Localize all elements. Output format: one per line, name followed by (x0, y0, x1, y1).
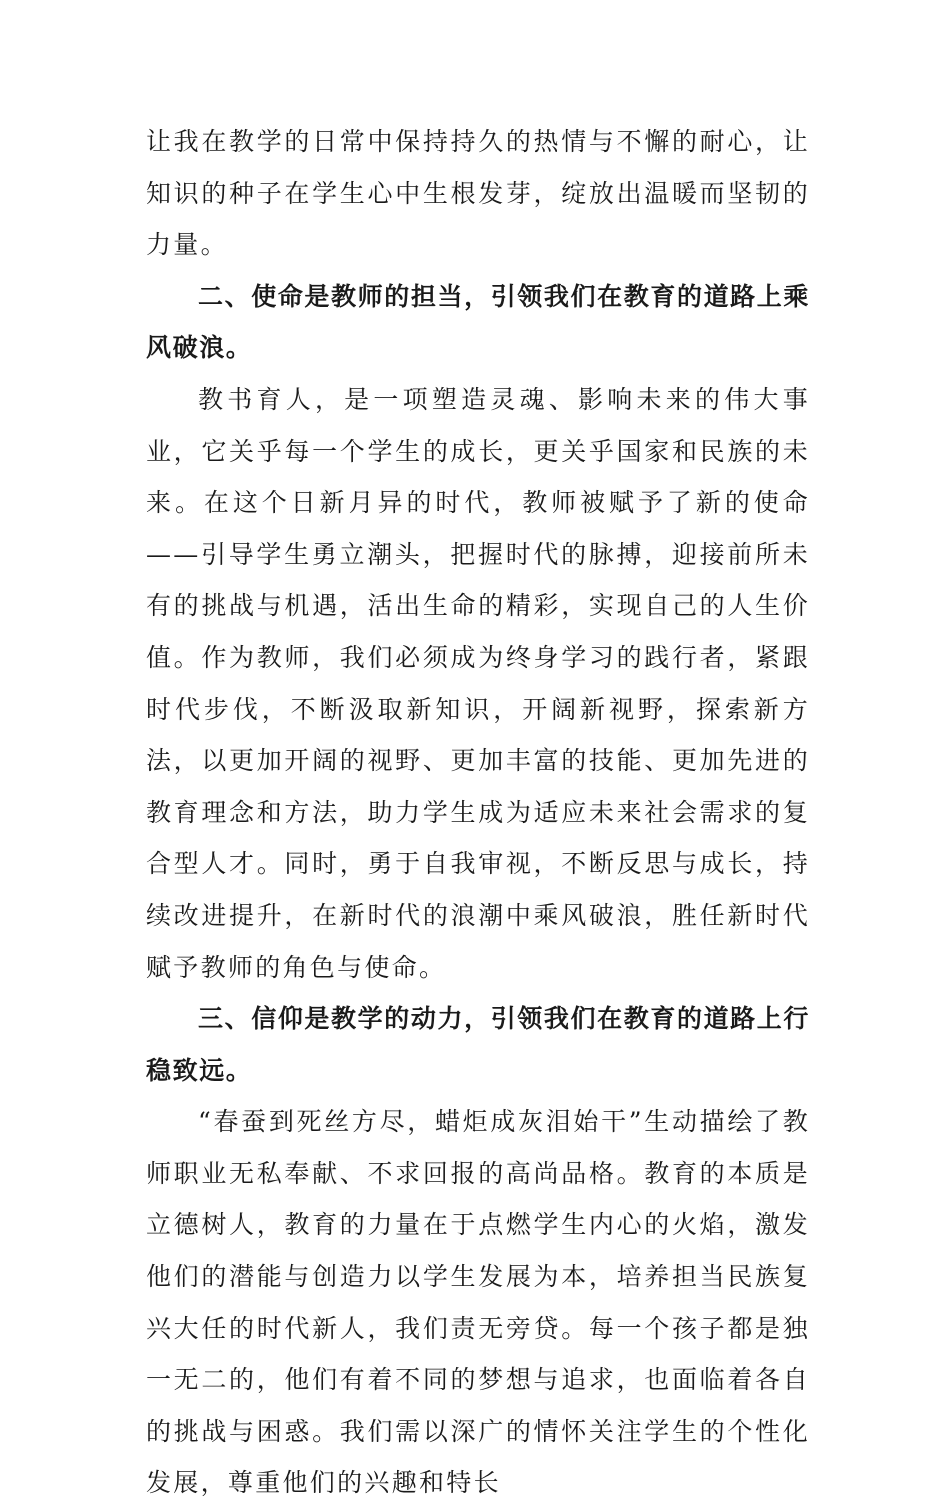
section-heading-three: 三、信仰是教学的动力，引领我们在教育的道路上行稳致远。 (146, 1004, 810, 1085)
paragraph-belief: “春蚕到死丝方尽，蜡炬成灰泪始干”生动描绘了教师职业无私奉献、不求回报的高尚品格。教育的本质是立德树人，教育的力量在于点燃学生内心的火焰，激发他们的潜能与创造力以学生发展为本，培养担当民族复兴大任的时代新人，我们责无旁贷。每一个孩子都是独一无二的，他们有着不同的梦想与追求，也面临着各自的挑战与困惑。我们需以深广的情怀关注学生的个性化发展，尊重他们的兴趣和特长 (146, 1107, 810, 1498)
paragraph-mission: 教书育人，是一项塑造灵魂、影响未来的伟大事业，它关乎每一个学生的成长，更关乎国家和民族的未来。在这个日新月异的时代，教师被赋予了新的使命——引导学生勇立潮头，把握时代的脉搏，迎接前所未有的挑战与机遇，活出生命的精彩，实现自己的人生价值。作为教师，我们必须成为终身学习的践行者，紧跟时代步伐，不断汲取新知识，开阔新视野，探索新方法，以更加开阔的视野、更加丰富的技能、更加先进的教育理念和方法，助力学生成为适应未来社会需求的复合型人才。同时，勇于自我审视，不断反思与成长，持续改进提升，在新时代的浪潮中乘风破浪，胜任新时代赋予教师的角色与使命。 (146, 384, 810, 982)
section-heading-two: 二、使命是教师的担当，引领我们在教育的道路上乘风破浪。 (146, 281, 810, 363)
paragraph-continuation: 让我在教学的日常中保持持久的热情与不懈的耐心，让知识的种子在学生心中生根发芽，绽放出温暖而坚韧的力量。 (146, 127, 810, 260)
document-page (146, 116, 810, 1509)
